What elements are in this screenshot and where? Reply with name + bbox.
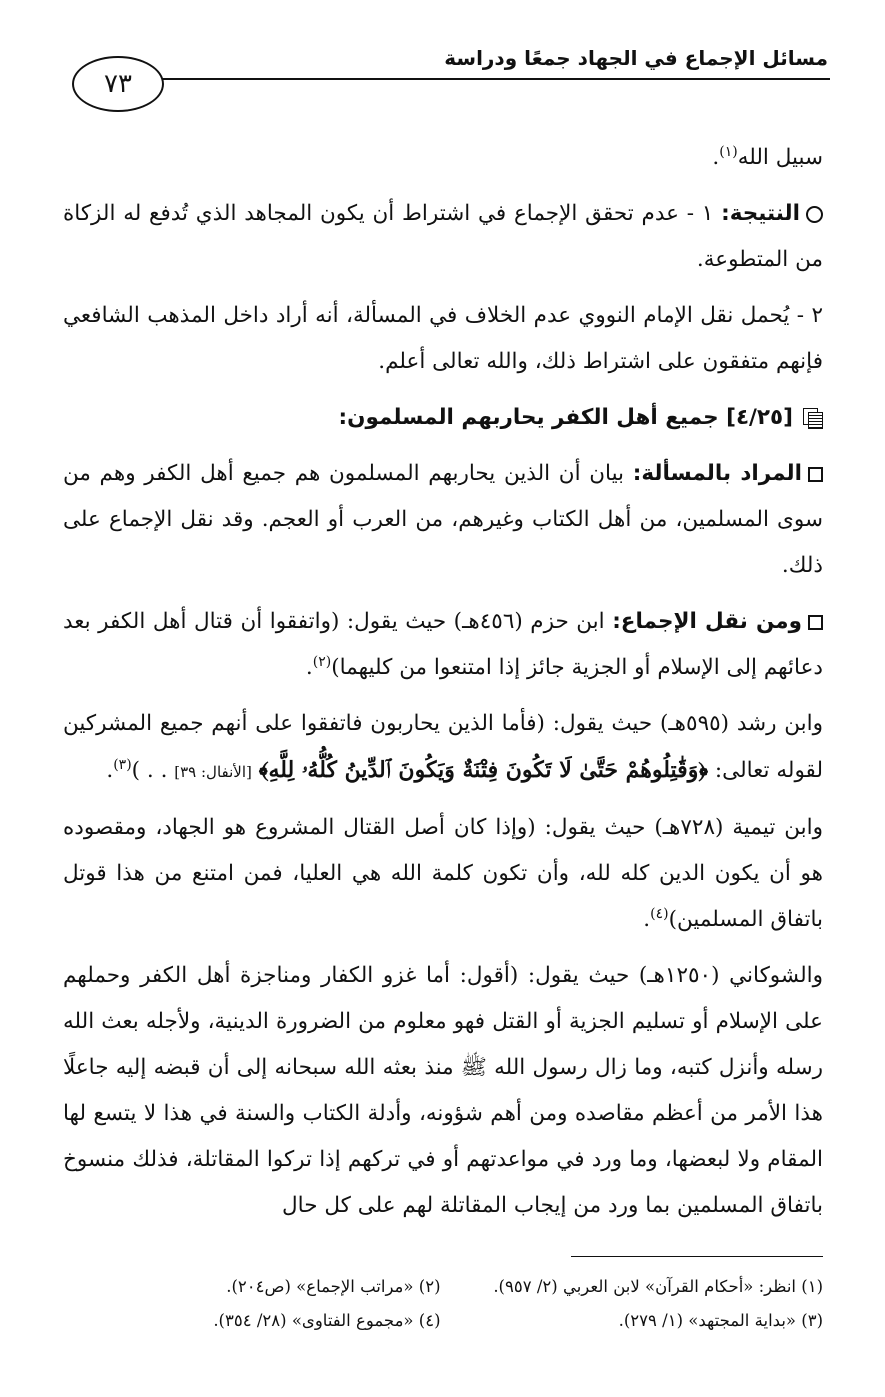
running-title: مسائل الإجماع في الجهاد جمعًا ودراسة xyxy=(444,46,828,70)
page-body xyxy=(63,135,823,1239)
footnote-ref-2: (٢) xyxy=(312,653,332,670)
page-header xyxy=(62,42,830,112)
footnote-1: (١) انظر: «أحكام القرآن» لابن العربي (٢/ ٩٥٧). xyxy=(493,1277,823,1296)
section-title: [٤/٢٥] جميع أهل الكفر يحاربهم المسلمون: xyxy=(338,405,793,430)
header-rule xyxy=(152,78,830,80)
paragraph-text: سبيل الله xyxy=(737,145,823,170)
issue-meaning-paragraph xyxy=(63,451,823,589)
footnote-ref-1: (١) xyxy=(719,143,738,160)
pages-icon xyxy=(803,408,823,428)
consensus-paragraph xyxy=(63,599,823,691)
footnote-3: (٣) «بداية المجتهد» (١/ ٢٧٩). xyxy=(618,1311,823,1330)
shawkani-paragraph: والشوكاني (١٢٥٠هـ) حيث يقول: (أقول: أما غزو الكفار ومناجزة أهل الكفر وحملهم على الإسلام أو تسليم الجزية أو القتل فهو معلوم من الضرورة الدينية، ولأجله بعث الله رسله وأنزل كتبه، وما زال رسول الله ﷺ منذ بعثه الله سبحانه إلى أن قبضه إليه جاعلًا هذا الأمر من أعظم مقاصده ومن أهم شؤونه، وأدلة الكتاب والسنة في هذا لا يتسع لها المقام ولا لبعضها، وما ورد في مواعدتهم أو في تركهم إذا تركوا المقاتلة، فذلك منسوخ باتفاق المسلمين بما ورد من إيجاب المقاتلة لهم على كل حال xyxy=(63,963,823,1218)
footnote-separator xyxy=(571,1256,823,1257)
section-heading xyxy=(63,395,823,441)
result-item-2: ٢ - يُحمل نقل الإمام النووي عدم الخلاف في المسألة، أنه أراد داخل المذهب الشافعي فإنهم متفقون على اشتراط ذلك، والله تعالى أعلم. xyxy=(63,303,823,374)
consensus-label: ومن نقل الإجماع: xyxy=(612,609,802,634)
footnotes xyxy=(58,1270,823,1338)
verse-citation: [الأنفال: ٣٩] xyxy=(174,763,252,781)
ring-bullet-icon xyxy=(806,206,823,223)
period: . xyxy=(712,145,720,170)
footnote-row xyxy=(58,1270,823,1304)
quote-tail: . . ) xyxy=(131,758,168,783)
square-bullet-icon xyxy=(808,467,823,482)
square-bullet-icon xyxy=(808,615,823,630)
issue-meaning-text: بيان أن الذين يحاربهم المسلمون هم جميع أهل الكفر وهم من سوى المسلمين، من أهل الكتاب وغيرهم، من العرب أو العجم. وقد نقل الإجماع على ذلك. xyxy=(63,461,823,578)
footnote-2: (٢) «مراتب الإجماع» (ص٢٠٤). xyxy=(226,1277,441,1296)
period: . xyxy=(305,655,313,680)
period: . xyxy=(106,758,114,783)
ibn-taymiyya-paragraph xyxy=(63,805,823,943)
quote-text: وابن رشد (٥٩٥هـ) حيث يقول: (فأما الذين يحاربون فاتفقوا على أنهم جميع المشركين لقوله تعالى: xyxy=(63,711,823,783)
quote-text: وابن تيمية (٧٢٨هـ) حيث يقول: (وإذا كان أصل القتال المشروع هو الجهاد، ومقصوده هو أن يكون الدين كله لله، وأن تكون كلمة الله هي العليا، فمن امتنع من هذا قوتل باتفاق المسلمين) xyxy=(63,815,823,932)
quran-verse: ﴿وَقَٰتِلُوهُمْ حَتَّىٰ لَا تَكُونَ فِتْنَةٌ وَيَكُونَ ٱلدِّينُ كُلُّهُۥ لِلَّهِ﴾ xyxy=(258,757,709,783)
footnote-row xyxy=(58,1304,823,1338)
footnote-4: (٤) «مجموع الفتاوى» (٢٨/ ٣٥٤). xyxy=(213,1311,441,1330)
page-number: ٧٣ xyxy=(72,56,164,112)
consensus-text: ابن حزم (٤٥٦هـ) حيث يقول: (واتفقوا أن قتال أهل الكفر بعد دعائهم إلى الإسلام أو الجزية جائز إذا امتنعوا من كليهما) xyxy=(63,609,823,680)
result-paragraph xyxy=(63,191,823,283)
footnote-ref-4: (٤) xyxy=(650,905,669,922)
paragraph-continuation xyxy=(63,135,823,181)
result-text: ١ - عدم تحقق الإجماع في اشتراط أن يكون المجاهد الذي تُدفع له الزكاة من المتطوعة. xyxy=(63,201,823,272)
issue-meaning-label: المراد بالمسألة: xyxy=(632,461,802,486)
ibn-rushd-paragraph xyxy=(63,701,823,795)
footnote-ref-3: (٣) xyxy=(113,756,132,773)
result-label: النتيجة: xyxy=(721,201,800,226)
period: . xyxy=(643,907,651,932)
